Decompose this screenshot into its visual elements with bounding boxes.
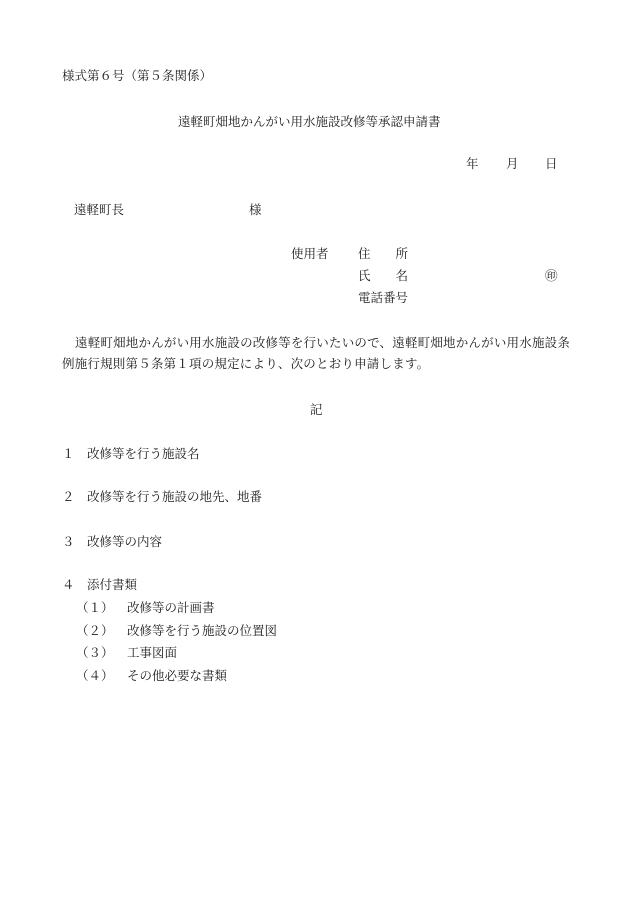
item-number: ３ (62, 534, 75, 549)
item-label: 添付書類 (87, 577, 138, 592)
name-label: 氏 名 (358, 268, 409, 283)
item-number: １ (62, 446, 75, 461)
item-label: 改修等を行う施設名 (87, 446, 200, 461)
application-statement: 遠軽町畑地かんがい用水施設の改修等を行いたいので、遠軽町畑地かんがい用水施設条例施行規則第５条第１項の規定により、次のとおり申請します。 (62, 335, 571, 371)
date-day-label: 日 (545, 156, 558, 171)
item-label: 改修等を行う施設の地先、地番 (87, 489, 263, 504)
date-year-label: 年 (466, 156, 479, 171)
document-title: 遠軽町畑地かんがい用水施設改修等承認申請書 (178, 114, 441, 129)
attachment-number: （３） (76, 645, 114, 660)
seal-mark: ㊞ (545, 268, 558, 283)
attachment-label: 改修等を行う施設の位置図 (127, 623, 278, 638)
item-number: ４ (62, 577, 75, 592)
attachment-number: （２） (76, 623, 114, 638)
attachment-label: 改修等の計画書 (127, 600, 215, 615)
ki-heading: 記 (310, 402, 323, 417)
addressee-honorific: 様 (249, 202, 262, 217)
phone-label: 電話番号 (358, 290, 409, 305)
attachment-label: その他必要な書類 (127, 668, 228, 683)
item-number: ２ (62, 489, 75, 504)
item-label: 改修等の内容 (87, 534, 163, 549)
addressee-name: 遠軽町長 (74, 202, 125, 217)
attachment-label: 工事図面 (127, 645, 178, 660)
address-label: 住 所 (358, 246, 409, 261)
form-number: 様式第６号（第５条関係） (62, 68, 213, 83)
attachment-number: （４） (76, 668, 114, 683)
applicant-label: 使用者 (291, 246, 329, 261)
attachment-number: （１） (76, 600, 114, 615)
date-month-label: 月 (506, 156, 519, 171)
